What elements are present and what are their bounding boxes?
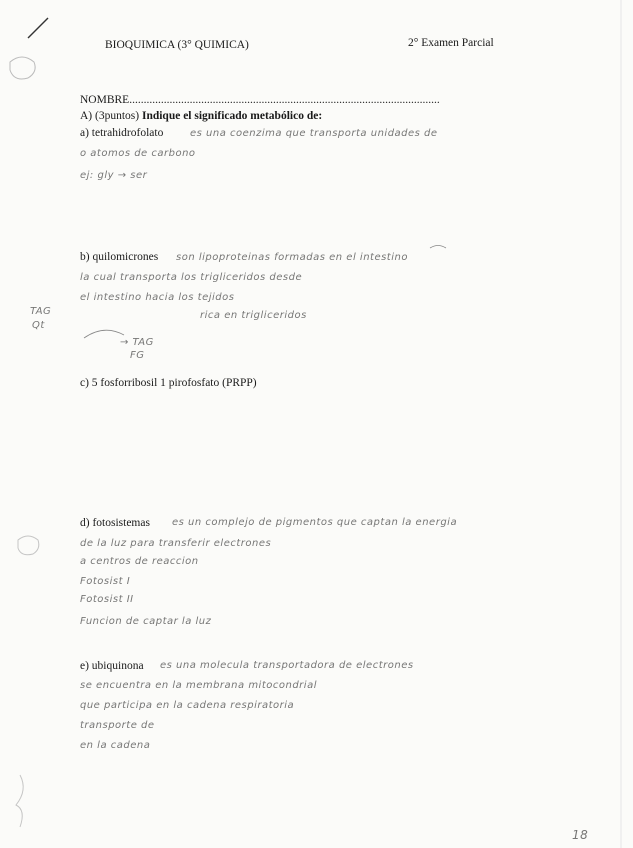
answer-b-line-4: rica en trigliceridos [200,310,307,321]
answer-e-line-3: que participa en la cadena respiratoria [80,700,295,711]
hole-punch-mark-1 [10,57,35,79]
exam-title: 2° Examen Parcial [408,37,494,49]
answer-d-line-2: de la luz para transferir electrones [80,538,272,549]
answer-a-line-3: ej: gly → ser [80,170,148,181]
answer-a-line-1: es una coenzima que transporta unidades de [190,128,438,139]
margin-note-1: TAG [30,306,52,317]
answer-b-line-5: → TAG [120,337,154,348]
question-a: a) tetrahidrofolato [80,127,164,139]
answer-b-line-6: FG [130,350,145,361]
question-e: e) ubiquinona [80,660,144,672]
hole-punch-mark-2 [18,536,39,555]
question-c: c) 5 fosforribosil 1 pirofosfato (PRPP) [80,377,257,389]
answer-b-line-2: la cual transporta los trigliceridos desde [80,272,303,283]
answer-b-line-3: el intestino hacia los tejidos [80,292,235,303]
pen-stroke [28,18,48,38]
answer-d-line-1: es un complejo de pigmentos que captan la energia [172,517,458,528]
course-title: BIOQUIMICA (3° QUIMICA) [105,39,249,51]
answer-d-line-5: Fotosist II [80,594,134,605]
question-d: d) fotosistemas [80,517,150,529]
section-a-label: A) (3puntos) [80,110,140,122]
margin-note-2: Qt [32,320,45,331]
page-crease-mark [16,775,23,827]
answer-e-line-5: en la cadena [80,740,151,751]
answer-d-line-4: Fotosist I [80,576,131,587]
answer-e-line-2: se encuentra en la membrana mitocondrial [80,680,317,691]
answer-b-arrow [430,246,446,249]
answer-e-line-1: es una molecula transportadora de electrones [160,660,414,671]
question-b: b) quilomicrones [80,251,159,263]
answer-d-line-6: Funcion de captar la luz [80,616,212,627]
answer-d-line-3: a centros de reaccion [80,556,199,567]
answer-b-bracket [84,330,124,338]
name-dots: ............................................................................................................ [129,94,440,106]
answer-b-line-1: son lipoproteinas formadas en el intestino [176,252,408,263]
section-a-instruction: Indique el significado metabólico de: [141,110,323,122]
answer-a-line-2: o atomos de carbono [80,148,196,159]
answer-e-line-4: transporte de [80,720,155,731]
name-label: NOMBRE [80,94,130,106]
page-number: 18 [572,828,589,842]
